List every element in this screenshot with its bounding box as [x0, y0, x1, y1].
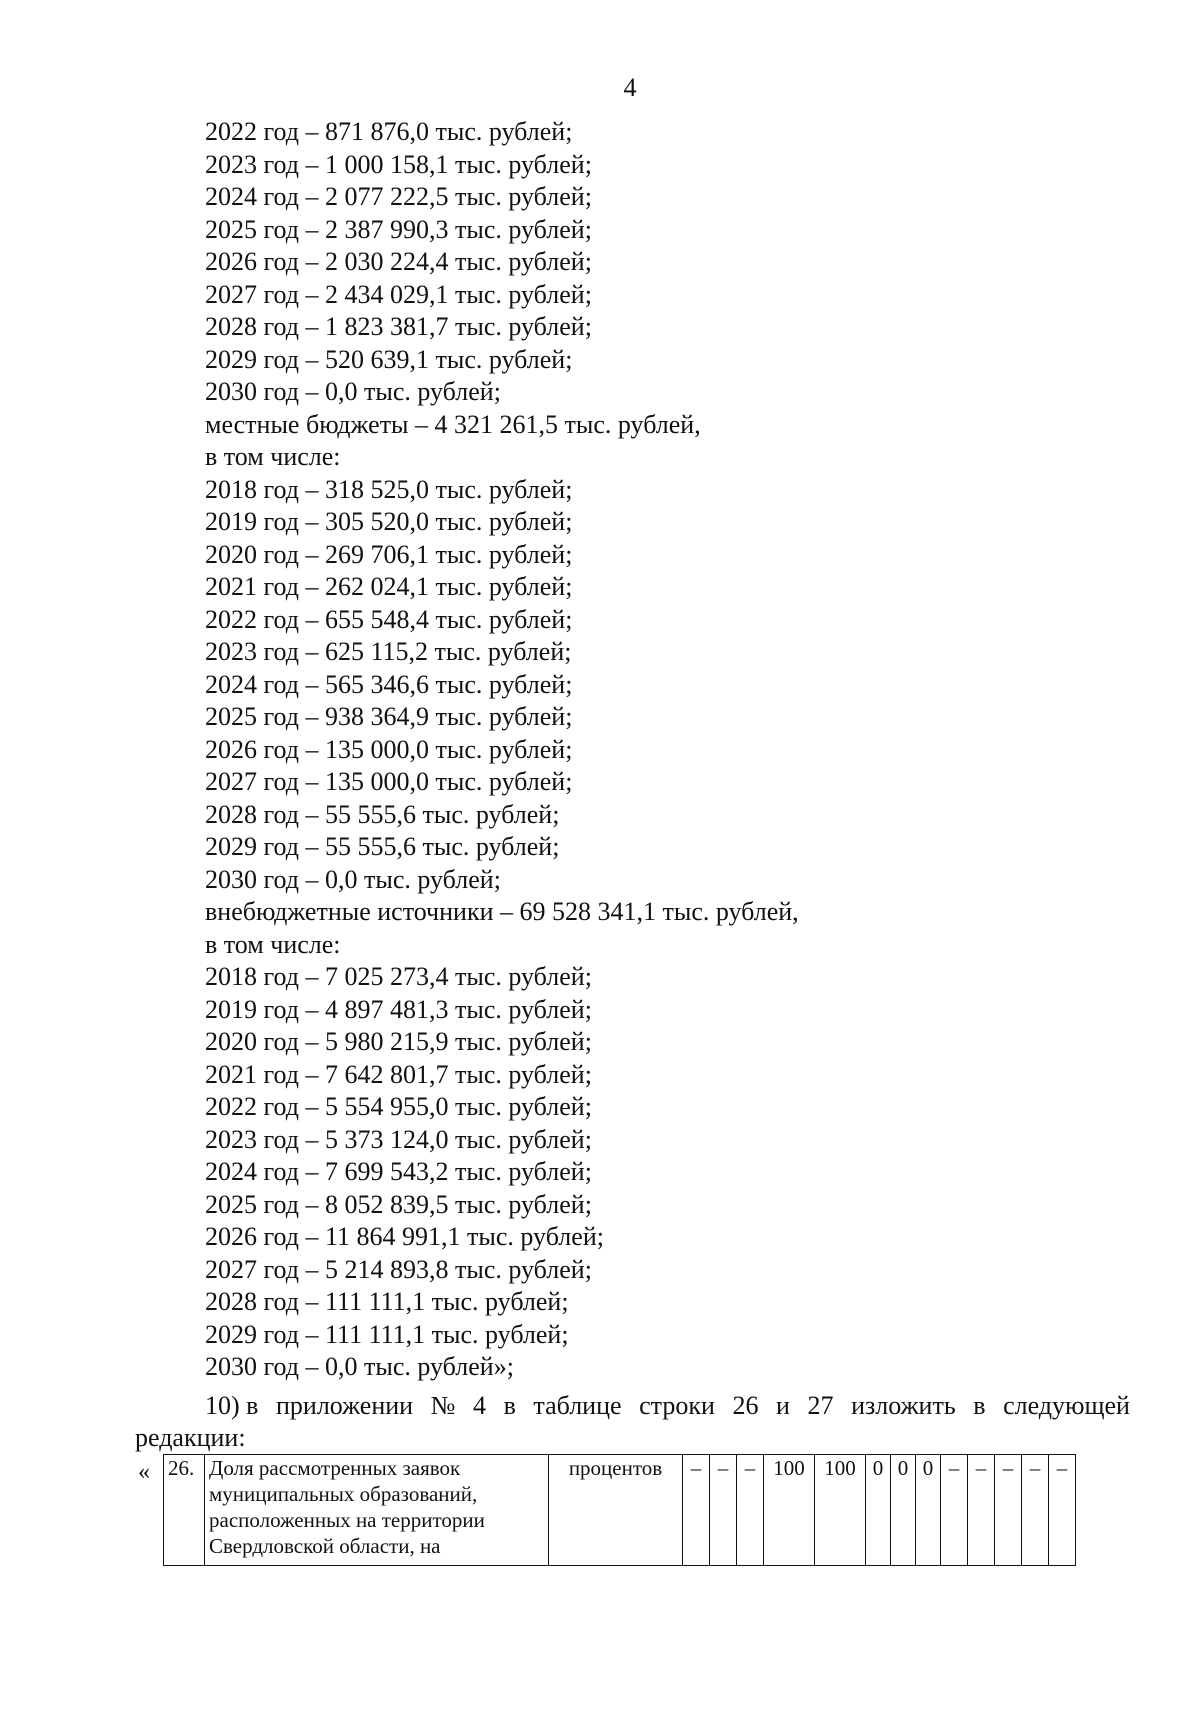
funding-line: 2023 год – 625 115,2 тыс. рублей;	[205, 637, 572, 666]
funding-line: в том числе:	[205, 442, 341, 471]
value-cell: 100	[815, 1455, 866, 1566]
funding-line: 2018 год – 318 525,0 тыс. рублей;	[205, 474, 573, 504]
funding-line: внебюджетные источники – 69 528 341,1 тыс. рублей,	[205, 897, 799, 926]
paragraph-word: 4	[473, 1391, 486, 1420]
funding-line: 2022 год – 5 554 955,0 тыс. рублей;	[205, 1092, 592, 1121]
paragraph-word: в	[503, 1391, 516, 1420]
value-cell: –	[683, 1455, 710, 1566]
unit-of-measure: процентов	[549, 1455, 683, 1566]
value-cell: –	[1049, 1455, 1076, 1566]
paragraph-word: строки	[639, 1391, 715, 1420]
appendix-table	[163, 1454, 1076, 1566]
funding-line: 2024 год – 7 699 543,2 тыс. рублей;	[205, 1157, 592, 1186]
amendment-first-line	[135, 1390, 1130, 1422]
opening-quote: «	[138, 1459, 150, 1485]
funding-line: 2022 год – 871 876,0 тыс. рублей;	[205, 117, 573, 146]
funding-line: 2019 год – 305 520,0 тыс. рублей;	[205, 507, 573, 536]
value-cell: 0	[891, 1455, 916, 1566]
funding-line: 2027 год – 2 434 029,1 тыс. рублей;	[205, 279, 592, 309]
funding-line: 2019 год – 4 897 481,3 тыс. рублей;	[205, 994, 592, 1024]
value-cell: –	[737, 1455, 764, 1566]
funding-line: 2030 год – 0,0 тыс. рублей;	[205, 864, 501, 894]
funding-line: 2030 год – 0,0 тыс. рублей»;	[205, 1352, 514, 1381]
funding-line: 2026 год – 135 000,0 тыс. рублей;	[205, 734, 573, 764]
funding-line: 2030 год – 0,0 тыс. рублей;	[205, 377, 501, 406]
value-cell: 0	[916, 1455, 941, 1566]
funding-line: 2025 год – 938 364,9 тыс. рублей;	[205, 702, 573, 731]
paragraph-word: 27	[807, 1391, 834, 1420]
funding-line: 2025 год – 2 387 990,3 тыс. рублей;	[205, 214, 592, 244]
funding-line: 2018 год – 7 025 273,4 тыс. рублей;	[205, 962, 592, 991]
funding-line: 2029 год – 520 639,1 тыс. рублей;	[205, 344, 573, 374]
paragraph-word: и	[776, 1391, 790, 1420]
funding-line: 2023 год – 5 373 124,0 тыс. рублей;	[205, 1124, 592, 1154]
funding-line: 2029 год – 55 555,6 тыс. рублей;	[205, 832, 560, 861]
table-row	[164, 1455, 1076, 1566]
paragraph-word: 10) в	[205, 1391, 259, 1420]
paragraph-word: в	[973, 1391, 986, 1420]
value-cell: –	[1022, 1455, 1049, 1566]
funding-line: 2022 год – 655 548,4 тыс. рублей;	[205, 604, 573, 634]
funding-line: 2023 год – 1 000 158,1 тыс. рублей;	[205, 149, 592, 179]
value-cell: 0	[866, 1455, 891, 1566]
paragraph-word: следующей	[1003, 1391, 1130, 1420]
value-cell: 100	[764, 1455, 815, 1566]
funding-list	[205, 116, 1105, 1384]
funding-line: 2021 год – 262 024,1 тыс. рублей;	[205, 572, 573, 601]
funding-line: в том числе:	[205, 929, 341, 959]
paragraph-word: 26	[732, 1391, 759, 1420]
funding-line: 2027 год – 135 000,0 тыс. рублей;	[205, 767, 573, 796]
funding-line: 2025 год – 8 052 839,5 тыс. рублей;	[205, 1189, 592, 1219]
funding-line: местные бюджеты – 4 321 261,5 тыс. рублей,	[205, 409, 701, 439]
page-number: 4	[623, 73, 637, 102]
funding-line: 2027 год – 5 214 893,8 тыс. рублей;	[205, 1254, 592, 1284]
funding-line: 2024 год – 565 346,6 тыс. рублей;	[205, 669, 573, 699]
funding-line: 2028 год – 1 823 381,7 тыс. рублей;	[205, 312, 592, 341]
amendment-second-line: редакции:	[135, 1423, 246, 1452]
amendment-paragraph	[135, 1390, 1130, 1454]
paragraph-word: №	[430, 1391, 456, 1420]
paragraph-word: изложить	[851, 1391, 956, 1420]
funding-line: 2024 год – 2 077 222,5 тыс. рублей;	[205, 182, 592, 211]
funding-line: 2028 год – 111 111,1 тыс. рублей;	[205, 1287, 569, 1316]
value-cell: –	[941, 1455, 968, 1566]
funding-line: 2026 год – 2 030 224,4 тыс. рублей;	[205, 247, 592, 276]
value-cell: –	[710, 1455, 737, 1566]
paragraph-word: приложении	[276, 1391, 414, 1420]
row-number: 26.	[164, 1455, 205, 1566]
funding-line: 2020 год – 269 706,1 тыс. рублей;	[205, 539, 573, 569]
value-cell: –	[968, 1455, 995, 1566]
funding-line: 2029 год – 111 111,1 тыс. рублей;	[205, 1319, 569, 1349]
funding-line: 2026 год – 11 864 991,1 тыс. рублей;	[205, 1222, 604, 1251]
funding-line: 2020 год – 5 980 215,9 тыс. рублей;	[205, 1027, 592, 1056]
funding-line: 2021 год – 7 642 801,7 тыс. рублей;	[205, 1059, 592, 1089]
indicator-name: Доля рассмотренных заявок муниципальных образований, расположенных на территории Свердловской области, на	[205, 1455, 549, 1566]
value-cell: –	[995, 1455, 1022, 1566]
funding-line: 2028 год – 55 555,6 тыс. рублей;	[205, 799, 560, 829]
paragraph-word: таблице	[533, 1391, 622, 1420]
